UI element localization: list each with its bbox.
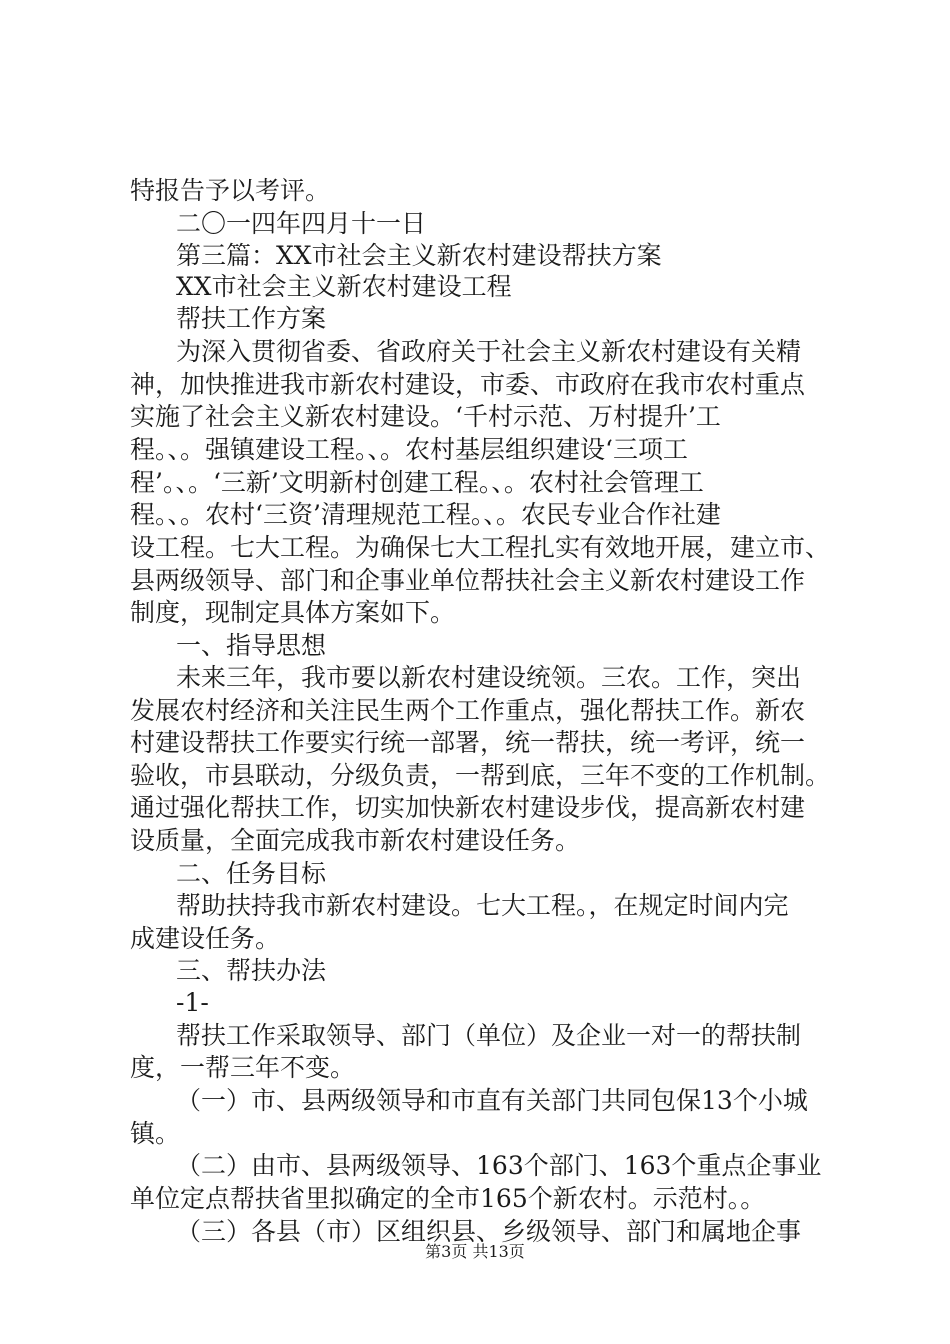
list-item-line: 单位定点帮扶省里拟确定的全市165个新农村。示范村。。	[130, 1184, 766, 1213]
document-title: XX市社会主义新农村建设工程	[176, 272, 512, 301]
paragraph-line: 设工程。七大工程。为确保七大工程扎实有效地开展，建立市、	[130, 533, 831, 562]
page-marker: -1-	[176, 988, 209, 1017]
list-item-line: （二）由市、县两级领导、163个部门、163个重点企事业	[176, 1151, 822, 1180]
paragraph-line: 度，一帮三年不变。	[130, 1053, 356, 1082]
paragraph-line: 制度，现制定具体方案如下。	[130, 598, 456, 627]
paragraph-line: 实施了社会主义新农村建设。‘千村示范、万村提升’工	[130, 402, 721, 431]
paragraph-line: 未来三年，我市要以新农村建设统领。三农。工作，突出	[176, 663, 802, 692]
paragraph-line: 神，加快推进我市新农村建设，市委、市政府在我市农村重点	[130, 370, 806, 399]
section-heading: 三、帮扶办法	[176, 956, 327, 985]
paragraph-line: 程。、。强镇建设工程。、。农村基层组织建设‘三项工	[130, 435, 688, 464]
paragraph-line: 验收，市县联动，分级负责，一帮到底，三年不变的工作机制。	[130, 761, 831, 790]
date-line: 二〇一四年四月十一日	[176, 209, 427, 238]
paragraph-line: 程’。、。‘三新’文明新村创建工程。、。农村社会管理工	[130, 468, 704, 497]
list-item-line: （三）各县（市）区组织县、乡级领导、部门和属地企事	[176, 1217, 802, 1246]
paragraph-line: 为深入贯彻省委、省政府关于社会主义新农村建设有关精	[176, 337, 802, 366]
chapter-title: 第三篇：XX市社会主义新农村建设帮扶方案	[176, 241, 662, 270]
list-item-line: 镇。	[130, 1119, 181, 1148]
paragraph-line: 村建设帮扶工作要实行统一部署，统一帮扶，统一考评，统一	[130, 728, 806, 757]
section-heading: 二、任务目标	[176, 859, 327, 888]
paragraph-line: 帮扶工作采取领导、部门（单位）及企业一对一的帮扶制	[176, 1021, 802, 1050]
document-subtitle: 帮扶工作方案	[176, 304, 327, 333]
section-heading: 一、指导思想	[176, 631, 327, 660]
paragraph-line: 帮助扶持我市新农村建设。七大工程。，在规定时间内完	[176, 891, 789, 920]
list-item-line: （一）市、县两级领导和市直有关部门共同包保13个小城	[176, 1086, 808, 1115]
paragraph-line: 程。、。农村‘三资’清理规范工程。、。农民专业合作社建	[130, 500, 721, 529]
paragraph-line: 通过强化帮扶工作，切实加快新农村建设步伐，提高新农村建	[130, 793, 806, 822]
text-line: 特报告予以考评。	[130, 176, 331, 205]
paragraph-line: 县两级领导、部门和企事业单位帮扶社会主义新农村建设工作	[130, 566, 806, 595]
paragraph-line: 设质量，全面完成我市新农村建设任务。	[130, 826, 581, 855]
paragraph-line: 发展农村经济和关注民生两个工作重点，强化帮扶工作。新农	[130, 696, 806, 725]
page-footer: 第3页 共13页	[425, 1242, 525, 1261]
paragraph-line: 成建设任务。	[130, 924, 281, 953]
